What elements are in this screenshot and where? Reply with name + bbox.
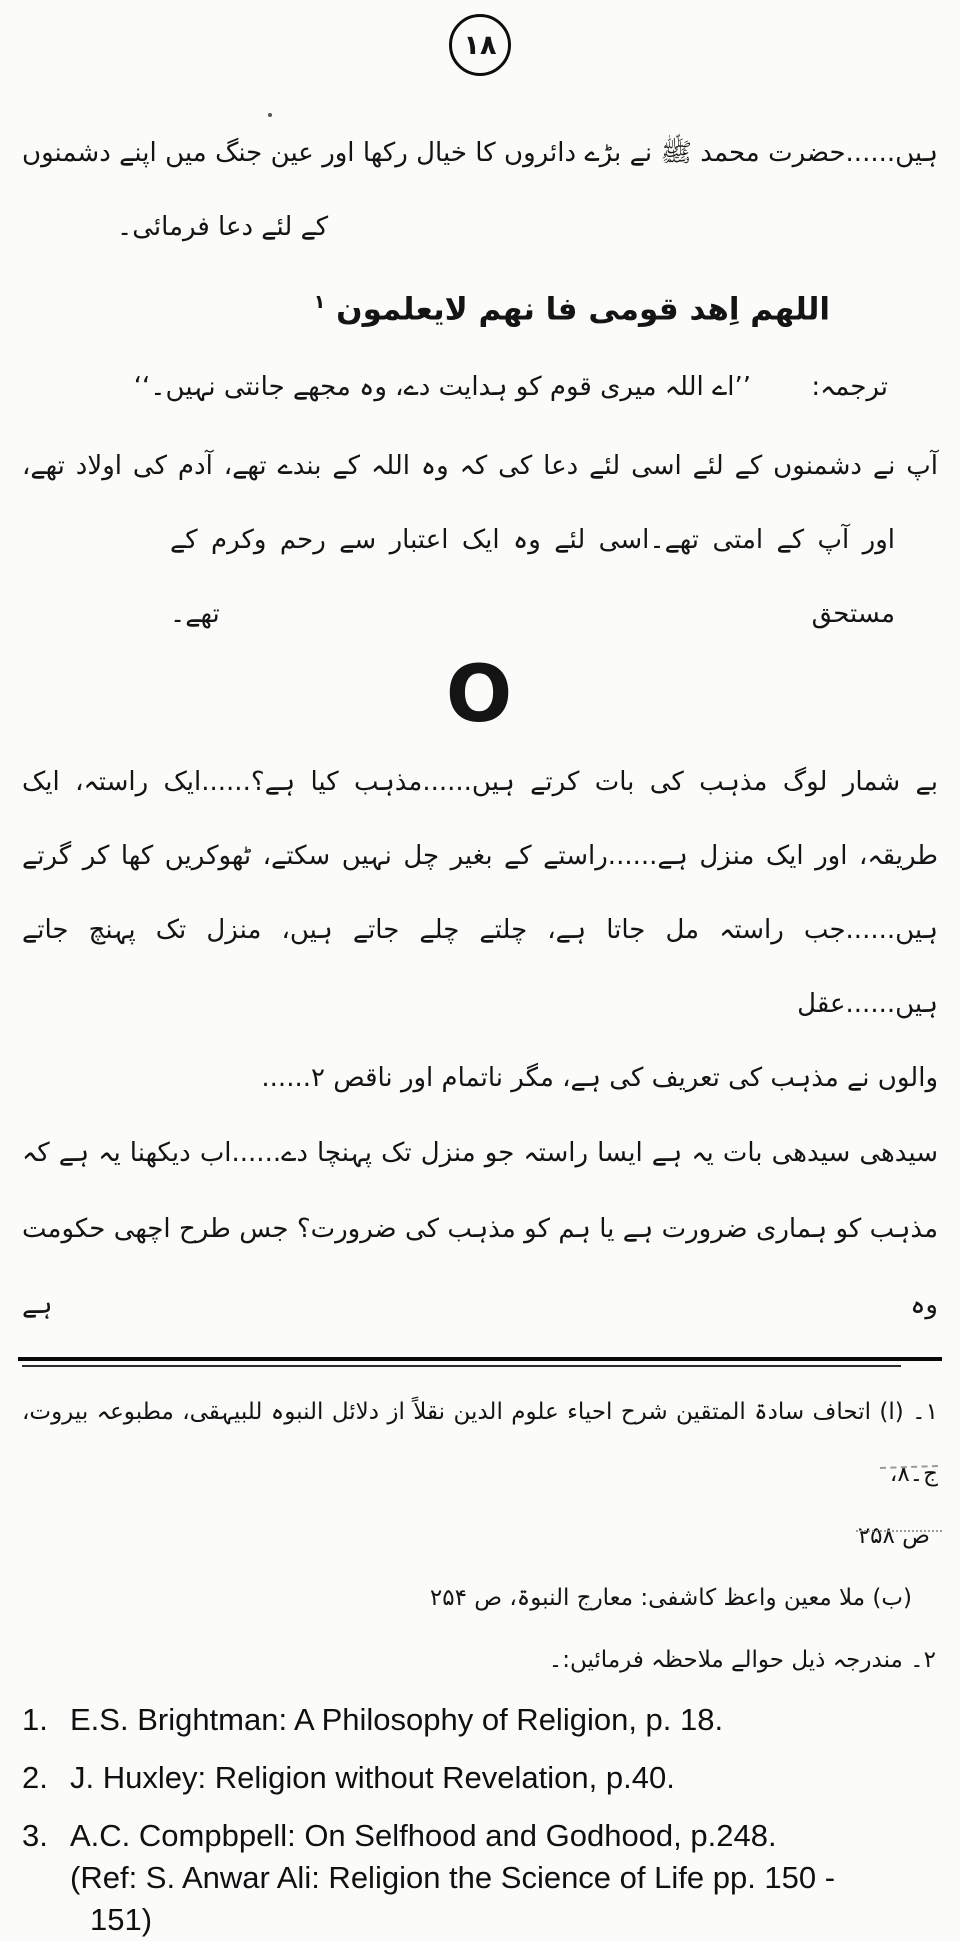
- urdu-line: والوں نے مذہب کی تعریف کی ہے، مگر ناتمام اور ناقص ۲......: [261, 1063, 938, 1094]
- translation-text: ’’اے اللہ میری قوم کو ہدایت دے، وہ مجھے جانتی نہیں۔‘‘: [133, 372, 752, 403]
- reference-item: [22, 1815, 938, 1857]
- footnote-divider: [18, 1357, 942, 1361]
- paragraph-1: [22, 116, 938, 264]
- reference-number: 1.: [22, 1702, 48, 1738]
- arabic-dua-line: [22, 272, 938, 339]
- urdu-line: ہیں......حضرت محمد ﷺ نے بڑے دائروں کا خیال رکھا اور عین جنگ میں اپنے دشمنوں: [22, 138, 938, 168]
- footnote-1-page: ص ۲۵۸: [857, 1523, 930, 1550]
- translation-line: [22, 351, 938, 423]
- reference-continuation: 151): [90, 1902, 153, 1938]
- urdu-line: آپ نے دشمنوں کے لئے اسی لئے دعا کی کہ وہ اللہ کے بندے تھے، آدم کی اولاد تھے،: [22, 451, 938, 482]
- page-number-container: [22, 14, 938, 76]
- paragraph-2: [22, 429, 938, 651]
- footnote-1-line: ۱۔ (ا) اتحاف سادۃ المتقین شرح احیاء علوم الدین نقلاً از دلائل النبوہ للبیہقی، مطبوعہ بیروت، ج۔۸،: [22, 1399, 938, 1488]
- reference-text: E.S. Brightman: A Philosophy of Religion, p. 18.: [70, 1702, 724, 1738]
- arabic-dua-text: اللهم اِهد قومی فا نهم لایعلمون: [336, 291, 830, 328]
- footnote-2-line: ۲۔ مندرجہ ذیل حوالے ملاحظہ فرمائیں:۔: [548, 1647, 936, 1674]
- urdu-line: سیدھی سیدھی بات یہ ہے ایسا راستہ جو منزل تک پہنچا دے......اب دیکھنا یہ ہے کہ: [22, 1138, 938, 1169]
- paragraph-3: [22, 745, 938, 1115]
- footnote-divider-echo: [22, 1365, 901, 1367]
- urdu-line: کے لئے دعا فرمائی۔: [117, 212, 329, 242]
- urdu-line: طریقہ، اور ایک منزل ہے......راستے کے بغیر چل نہیں سکتے، ٹھوکریں کھا کر گرتے: [22, 841, 938, 872]
- reference-continuation: (Ref: S. Anwar Ali: Religion the Science of Life pp. 150 -: [70, 1860, 836, 1896]
- scan-artifact: [856, 1530, 942, 1532]
- reference-item: [22, 1699, 938, 1741]
- section-separator: O: [445, 650, 515, 741]
- reference-number: 3.: [22, 1818, 48, 1854]
- footnote-marker-1: ۱: [313, 291, 326, 313]
- scan-artifact: [268, 113, 272, 117]
- english-references: [22, 1699, 938, 1941]
- reference-text: J. Huxley: Religion without Revelation, p.40.: [70, 1760, 675, 1796]
- urdu-line: اور آپ کے امتی تھے۔اسی لئے وہ ایک اعتبار سے رحم وکرم کے مستحق تھے۔: [170, 525, 895, 630]
- urdu-line-underlined: مذہب کو ہماری ضرورت ہے یا ہم کو مذہب کی ضرورت؟ جس طرح اچھی حکومت وہ ہے: [22, 1214, 938, 1321]
- translation-label: ترجمہ:: [811, 372, 888, 403]
- reference-number: 2.: [22, 1760, 48, 1796]
- reference-text: A.C. Compbpell: On Selfhood and Godhood, p.248.: [70, 1818, 777, 1854]
- page-body: [0, 14, 960, 1941]
- urdu-line: ہیں......جب راستہ مل جاتا ہے، چلتے چلے جاتے ہیں، منزل تک پہنچ جاتے ہیں......عقل: [22, 915, 938, 1020]
- scanned-book-page: [0, 14, 960, 1938]
- footnotes-section: [22, 1381, 938, 1691]
- paragraph-4: [22, 1115, 938, 1343]
- urdu-line: بے شمار لوگ مذہب کی بات کرتے ہیں......مذہب کیا ہے؟......ایک راستہ، ایک: [22, 767, 938, 798]
- footnote-1b-line: (ب) ملا معین واعظ کاشفی: معارج النبوۃ، ص ۲۵۴: [429, 1585, 912, 1612]
- reference-item: [22, 1757, 938, 1799]
- page-number-badge: ۱۸: [449, 14, 511, 76]
